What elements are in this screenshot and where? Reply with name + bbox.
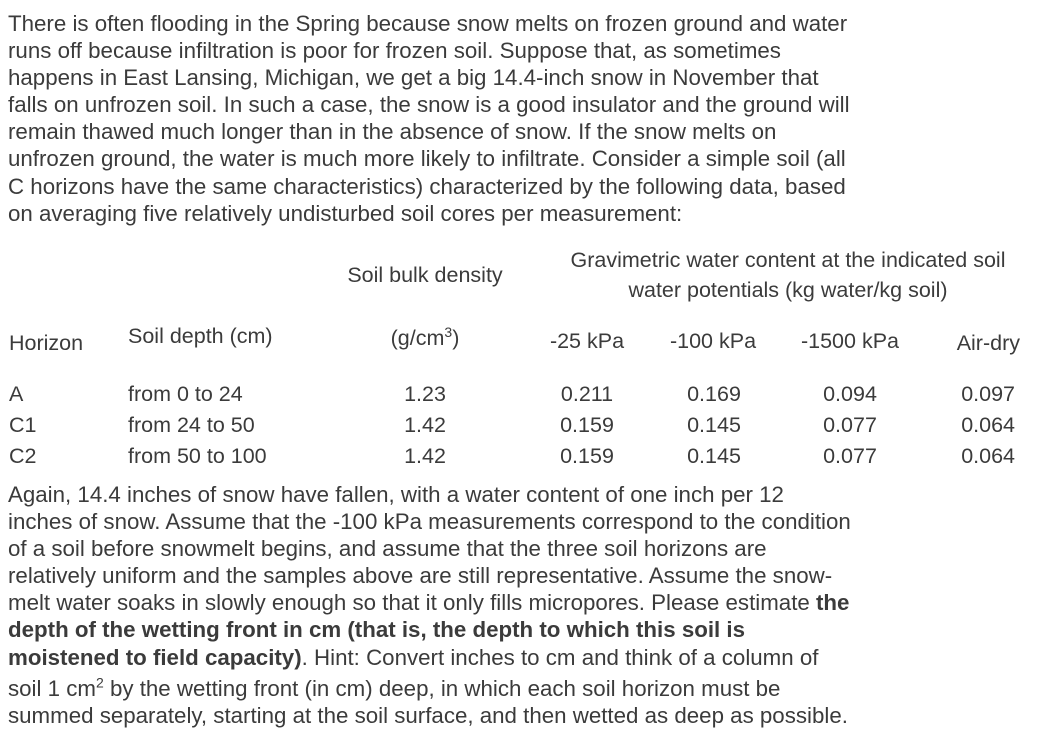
cell-horizon: A <box>9 382 24 406</box>
col-header-p25: -25 kPa <box>549 329 625 353</box>
group-header-line2: water potentials (kg water/kg soil) <box>628 278 948 302</box>
cell-horizon: C1 <box>9 413 37 437</box>
cell-depth: from 50 to 100 <box>128 444 267 468</box>
col-header-horizon: Horizon <box>9 331 84 355</box>
col-header-p100: -100 kPa <box>669 329 757 353</box>
cell-depth: from 24 to 50 <box>128 413 255 437</box>
emphasis: moistened to field capacity) <box>8 644 302 670</box>
emphasis: the <box>816 590 850 616</box>
intro-line: falls on unfrozen soil. In such a case, the snow is a good insulator and the ground will <box>8 92 850 118</box>
col-header-airdry: Air-dry <box>956 331 1020 355</box>
intro-line: remain thawed much longer than in the absence of snow. If the snow melts on <box>8 119 777 145</box>
cell-bulk-density: 1.42 <box>404 413 446 437</box>
cell-bulk-density: 1.23 <box>404 382 446 406</box>
cell-p1500: 0.077 <box>823 413 877 437</box>
intro-paragraph <box>8 10 1028 227</box>
question-line: Again, 14.4 inches of snow have fallen, with a water content of one inch per 12 <box>8 482 784 507</box>
bulk-density-unit: $(g/cm^3)$ <box>390 323 460 350</box>
question-line: summed separately, starting at the soil surface, and then wetted as deep as possible. <box>8 702 848 728</box>
cell-horizon: C2 <box>9 444 37 468</box>
col-header-p1500: -1500 kPa <box>800 329 899 353</box>
question-line: melt water soaks in slowly enough so that it only fills micropores. Please estimate the <box>8 590 850 616</box>
bulk-density-header: Soil bulk density <box>347 263 503 287</box>
intro-line: happens in East Lansing, Michigan, we get a big 14.4-inch snow in November that <box>8 65 819 91</box>
cell-p1500: 0.094 <box>823 382 877 406</box>
cell-airdry: 0.064 <box>961 413 1015 437</box>
cell-p100: 0.169 <box>687 382 741 406</box>
question-line: relatively uniform and the samples above are still representative. Assume the snow- <box>8 563 833 589</box>
question-line-emphasis: depth of the wetting front in cm (that is, the depth to which this soil is <box>8 617 746 643</box>
cell-bulk-density: 1.42 <box>404 444 446 468</box>
cell-depth: from 0 to 24 <box>128 382 243 406</box>
cell-airdry: 0.064 <box>961 444 1015 468</box>
intro-line: C horizons have the same characteristics) characterized by the following data, based <box>8 173 846 199</box>
intro-line: There is often flooding in the Spring because snow melts on frozen ground and water <box>8 11 848 36</box>
cell-p1500: 0.077 <box>823 444 877 468</box>
group-header-line1: Gravimetric water content at the indicated soil <box>570 248 1006 272</box>
question-line: of a soil before snowmelt begins, and assume that the three soil horizons are <box>8 536 767 562</box>
col-header-depth: Soil depth (cm) <box>128 324 273 348</box>
cell-p25: 0.159 <box>560 413 614 437</box>
question-paragraph <box>8 481 1028 729</box>
cell-p100: 0.145 <box>687 444 741 468</box>
cell-airdry: 0.097 <box>961 382 1015 406</box>
cell-p25: 0.159 <box>560 444 614 468</box>
question-line: inches of snow. Assume that the -100 kPa measurements correspond to the condition <box>8 509 851 535</box>
intro-line: unfrozen ground, the water is much more likely to infiltrate. Consider a simple soil (all <box>8 146 846 172</box>
question-line: soil 1 $cm^2$ by the wetting front (in cm) deep, in which each soil horizon must be <box>8 674 781 701</box>
cell-p25: 0.211 <box>560 382 614 406</box>
question-line: moistened to field capacity). Hint: Convert inches to cm and think of a column of <box>8 644 819 670</box>
intro-line: on averaging five relatively undisturbed soil cores per measurement: <box>8 200 683 226</box>
cell-p100: 0.145 <box>687 413 741 437</box>
intro-line: runs off because infiltration is poor for frozen soil. Suppose that, as sometimes <box>8 38 781 64</box>
